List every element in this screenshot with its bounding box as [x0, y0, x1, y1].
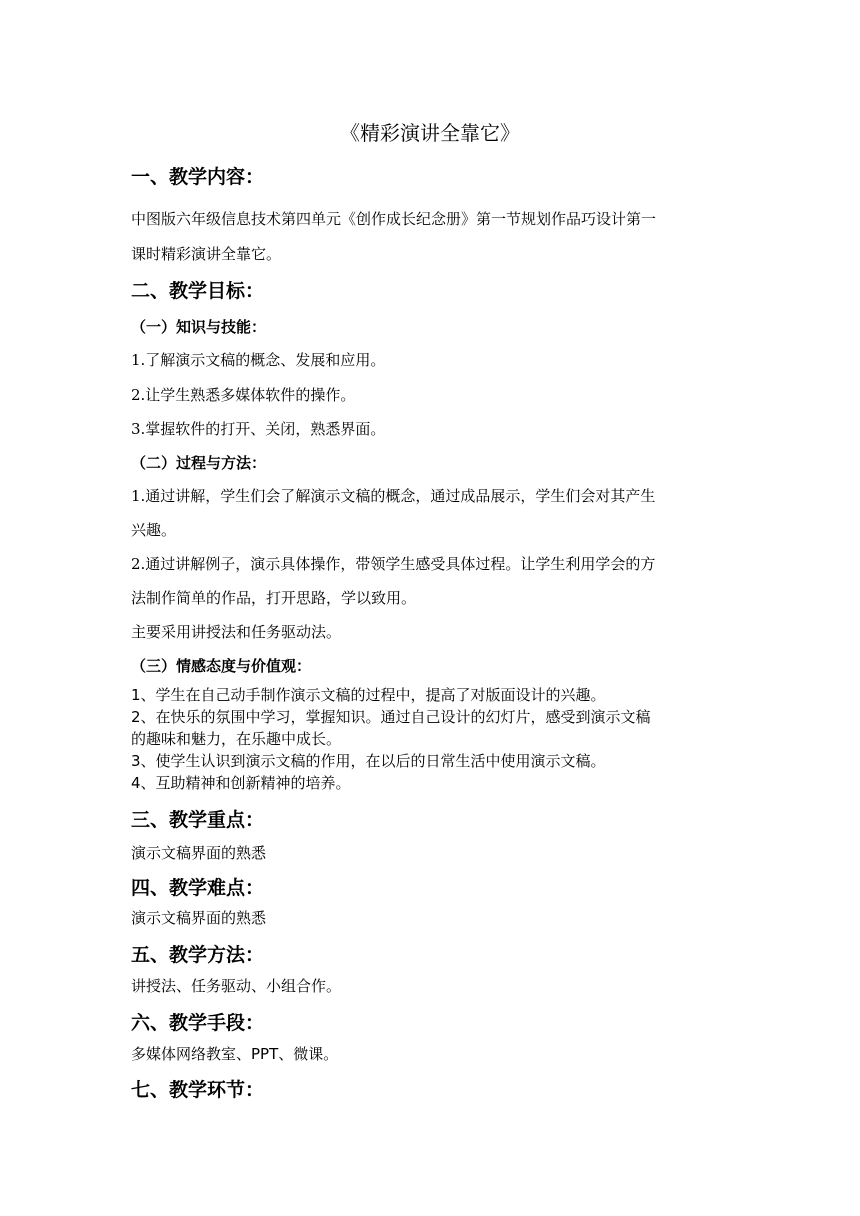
process-item-1-line-2: 兴趣。 — [131, 521, 177, 539]
process-item-2-line-2: 法制作简单的作品，打开思路，学以致用。 — [131, 589, 417, 607]
subsection-attitude-heading: （三）情感态度与价值观： — [131, 657, 312, 675]
section-1-text-line-2: 课时精彩演讲全靠它。 — [131, 245, 282, 263]
section-6-text: 多媒体网络教室、PPT、微课。 — [131, 1045, 339, 1063]
section-3-text: 演示文稿界面的熟悉 — [131, 844, 267, 862]
attitude-item-4: 4、互助精神和创新精神的培养。 — [131, 774, 351, 792]
knowledge-item-1: 1.了解演示文稿的概念、发展和应用。 — [131, 351, 386, 369]
attitude-item-3: 3、使学生认识到演示文稿的作用，在以后的日常生活中使用演示文稿。 — [131, 752, 606, 770]
section-6-heading: 六、教学手段： — [131, 1012, 265, 1034]
section-1-heading: 一、教学内容： — [131, 166, 265, 188]
section-7-heading: 七、教学环节： — [131, 1079, 265, 1101]
section-2-heading: 二、教学目标： — [131, 280, 265, 302]
process-item-2-line-1: 2.通过讲解例子，演示具体操作，带领学生感受具体过程。让学生利用学会的方 — [131, 555, 656, 573]
section-5-text: 讲授法、任务驱动、小组合作。 — [131, 977, 342, 995]
attitude-item-2-line-1: 2、在快乐的氛围中学习，掌握知识。通过自己设计的幻灯片，感受到演示文稿 — [131, 708, 651, 726]
section-4-heading: 四、教学难点： — [131, 877, 265, 899]
section-5-heading: 五、教学方法： — [131, 944, 265, 966]
subsection-process-heading: （二）过程与方法： — [131, 454, 267, 472]
knowledge-item-2: 2.让学生熟悉多媒体软件的操作。 — [131, 386, 356, 404]
document-title: 《精彩演讲全靠它》 — [340, 121, 520, 145]
attitude-item-1: 1、学生在自己动手制作演示文稿的过程中，提高了对版面设计的兴趣。 — [131, 686, 606, 704]
section-4-text: 演示文稿界面的熟悉 — [131, 909, 267, 927]
subsection-knowledge-heading: （一）知识与技能： — [131, 318, 267, 336]
attitude-item-2-line-2: 的趣味和魅力，在乐趣中成长。 — [131, 730, 342, 748]
knowledge-item-3: 3.掌握软件的打开、关闭，熟悉界面。 — [131, 420, 386, 438]
section-3-heading: 三、教学重点： — [131, 809, 265, 831]
process-item-1-line-1: 1.通过讲解，学生们会了解演示文稿的概念，通过成品展示，学生们会对其产生 — [131, 487, 656, 505]
section-1-text-line-1: 中图版六年级信息技术第四单元《创作成长纪念册》第一节规划作品巧设计第一 — [131, 210, 657, 228]
process-method-line: 主要采用讲授法和任务驱动法。 — [131, 623, 342, 641]
